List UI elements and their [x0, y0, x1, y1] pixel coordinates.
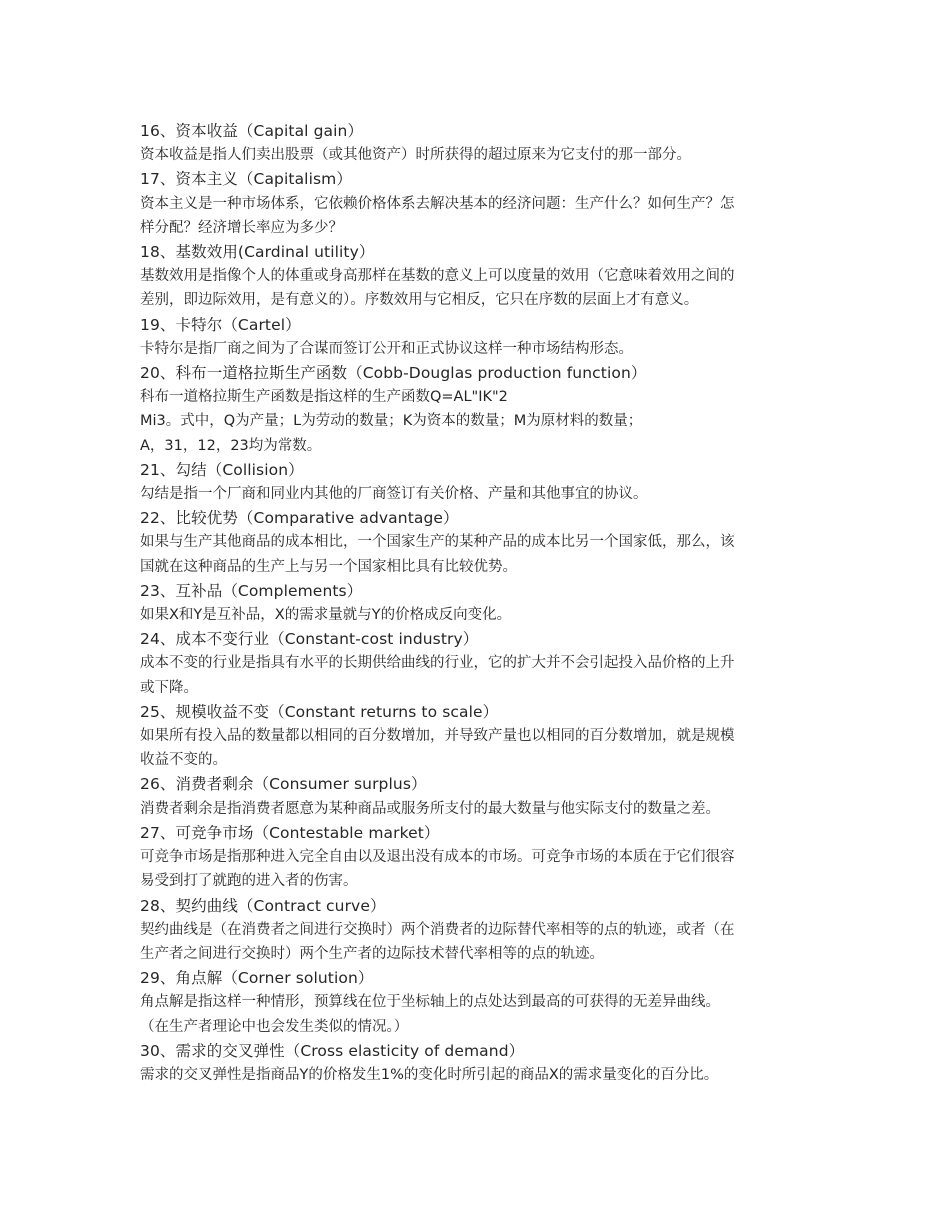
- entry-definition-line: 勾结是指一个厂商和同业内其他的厂商签订有关价格、产量和其他事宜的协议。: [140, 486, 648, 503]
- entry-definition-line: 如果与生产其他商品的成本相比，一个国家生产的某种产品的成本比另一个国家低，那么，该: [140, 534, 735, 551]
- entry-definition-line: 角点解是指这样一种情形，预算线在位于坐标轴上的点处达到最高的可获得的无差异曲线。: [140, 994, 720, 1011]
- glossary-entry-23: [140, 579, 812, 627]
- entry-heading: 17、资本主义（Capitalism）: [140, 170, 352, 189]
- entry-definition-line: 如果所有投入品的数量都以相同的百分数增加，并导致产量也以相同的百分数增加，就是规模: [140, 728, 735, 745]
- entry-heading: 29、角点解（Corner solution）: [140, 969, 374, 988]
- glossary-entry-19: [140, 313, 812, 361]
- entry-definition-line: 契约曲线是（在消费者之间进行交换时）两个消费者的边际替代率相等的点的轨迹，或者（在: [140, 921, 735, 938]
- entry-definition-line: 易受到打了就跑的进入者的伤害。: [140, 873, 358, 890]
- glossary-entry-25: [140, 700, 812, 773]
- entry-definition-line: A，31，12，23均为常数。: [140, 437, 322, 454]
- entry-definition-line: 收益不变的。: [140, 752, 227, 769]
- glossary-entry-18: [140, 240, 812, 313]
- entry-heading: 28、契约曲线（Contract curve）: [140, 896, 386, 915]
- entry-definition-line: 可竞争市场是指那种进入完全自由以及退出没有成本的市场。可竞争市场的本质在于它们很容: [140, 849, 735, 866]
- glossary-entry-30: [140, 1039, 812, 1087]
- entry-definition-line: 消费者剩余是指消费者愿意为某种商品或服务所支付的最大数量与他实际支付的数量之差。: [140, 800, 720, 817]
- entry-definition-line: 国就在这种商品的生产上与另一个国家相比具有比较优势。: [140, 558, 517, 575]
- glossary-entry-22: [140, 506, 812, 579]
- entry-heading: 26、消费者剩余（Consumer surplus）: [140, 775, 427, 794]
- glossary-entry-27: [140, 821, 812, 894]
- entry-definition-line: 生产者之间进行交换时）两个生产者的边际技术替代率相等的点的轨迹。: [140, 945, 604, 962]
- entry-definition-line: 如果X和Y是互补品，X的需求量就与Y的价格成反向变化。: [140, 607, 512, 624]
- entry-heading: 27、可竞争市场（Contestable market）: [140, 823, 440, 842]
- glossary-entry-16: [140, 119, 812, 167]
- entry-definition-line: Mi3。式中，Q为产量；L为劳动的数量；K为资本的数量；M为原材料的数量；: [140, 413, 643, 430]
- glossary-entry-21: [140, 458, 812, 506]
- entry-definition-line: 基数效用是指像个人的体重或身高那样在基数的意义上可以度量的效用（它意味着效用之间的: [140, 268, 735, 285]
- entry-definition-line: 科布一道格拉斯生产函数是指这样的生产函数Q=AL"IK"2: [140, 389, 508, 406]
- entry-heading: 21、勾结（Collision）: [140, 460, 304, 479]
- entry-heading: 23、互补品（Complements）: [140, 581, 363, 600]
- entry-definition-line: 差别，即边际效用，是有意义的）。序数效用与它相反，它只在序数的层面上才有意义。: [140, 292, 699, 309]
- entry-heading: 19、卡特尔（Cartel）: [140, 315, 301, 334]
- entry-definition-line: 样分配？经济增长率应为多少？: [140, 219, 343, 236]
- entry-definition-line: 成本不变的行业是指具有水平的长期供给曲线的行业，它的扩大并不会引起投入品价格的上升: [140, 655, 735, 672]
- entry-heading: 30、需求的交叉弹性（Cross elasticity of demand）: [140, 1041, 525, 1060]
- glossary-entry-28: [140, 894, 812, 967]
- document-page: [140, 119, 812, 1087]
- entry-heading: 25、规模收益不变（Constant returns to scale）: [140, 702, 499, 721]
- entry-heading: 16、资本收益（Capital gain）: [140, 122, 364, 140]
- entry-heading: 18、基数效用(Cardinal utility）: [140, 243, 375, 262]
- entry-definition-line: （在生产者理论中也会发生类似的情况。）: [140, 1018, 409, 1035]
- entry-heading: 20、科布一道格拉斯生产函数（Cobb-Douglas production function）: [140, 364, 647, 383]
- glossary-entry-20: [140, 361, 812, 458]
- entry-definition-line: 需求的交叉弹性是指商品Y的价格发生1%的变化时所引起的商品X的需求量变化的百分比。: [140, 1066, 719, 1083]
- entry-heading: 24、成本不变行业（Constant-cost industry）: [140, 630, 479, 649]
- glossary-entry-26: [140, 772, 812, 820]
- entry-heading: 22、比较优势（Comparative advantage）: [140, 509, 459, 528]
- entry-definition-line: 或下降。: [140, 679, 198, 696]
- glossary-entry-29: [140, 966, 812, 1039]
- entry-definition-line: 卡特尔是指厂商之间为了合谋而签订公开和正式协议这样一种市场结构形态。: [140, 340, 633, 357]
- entry-definition-line: 资本主义是一种市场体系，它依赖价格体系去解决基本的经济问题：生产什么？如何生产？怎: [140, 195, 735, 212]
- glossary-entry-17: [140, 167, 812, 240]
- glossary-entry-24: [140, 627, 812, 700]
- entry-definition-line: 资本收益是指人们卖出股票（或其他资产）时所获得的超过原来为它支付的那一部分。: [140, 147, 691, 164]
